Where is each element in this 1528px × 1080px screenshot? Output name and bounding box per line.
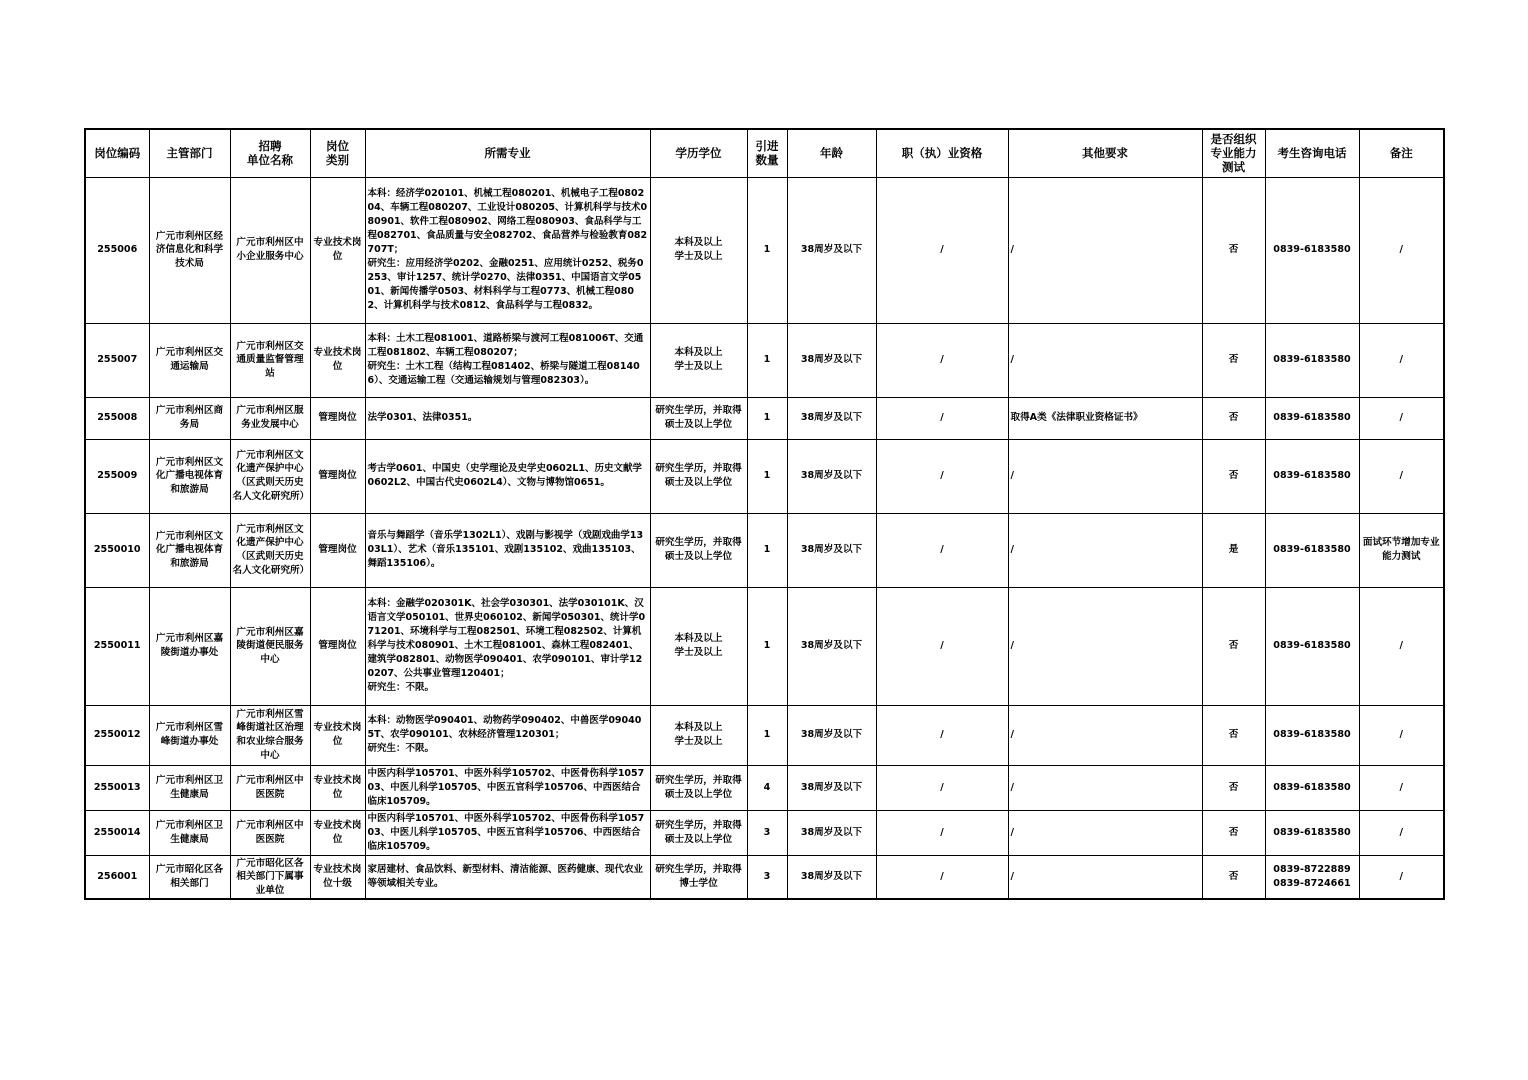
header-cell: 招聘 单位名称: [230, 129, 310, 177]
cell-test: 否: [1202, 765, 1265, 810]
cell-type: 管理岗位: [310, 439, 365, 513]
cell-edu: 研究生学历，并取得博士学位: [650, 855, 747, 899]
cell-dept: 广元市昭化区各相关部门: [149, 855, 230, 899]
cell-qual: /: [876, 587, 1008, 705]
cell-note: /: [1359, 765, 1444, 810]
cell-code: 2550012: [85, 705, 149, 765]
cell-code: 2550013: [85, 765, 149, 810]
cell-dept: 广元市利州区商务局: [149, 397, 230, 439]
header-cell: 岗位编码: [85, 129, 149, 177]
cell-type: 专业技术岗位: [310, 765, 365, 810]
cell-test: 否: [1202, 705, 1265, 765]
cell-count: 1: [747, 439, 787, 513]
cell-age: 38周岁及以下: [787, 177, 876, 323]
table-row: [85, 587, 1444, 705]
cell-type: 专业技术岗位: [310, 705, 365, 765]
cell-note: /: [1359, 439, 1444, 513]
cell-code: 255007: [85, 323, 149, 397]
cell-qual: /: [876, 810, 1008, 855]
cell-count: 4: [747, 765, 787, 810]
cell-note: /: [1359, 705, 1444, 765]
cell-age: 38周岁及以下: [787, 439, 876, 513]
cell-other: /: [1008, 323, 1202, 397]
cell-count: 3: [747, 855, 787, 899]
cell-unit: 广元市利州区服务业发展中心: [230, 397, 310, 439]
table-row: [85, 323, 1444, 397]
cell-type: 专业技术岗位: [310, 323, 365, 397]
cell-count: 1: [747, 177, 787, 323]
cell-note: /: [1359, 587, 1444, 705]
cell-edu: 研究生学历，并取得硕士及以上学位: [650, 439, 747, 513]
table-row: [85, 810, 1444, 855]
cell-type: 管理岗位: [310, 513, 365, 587]
header-cell: 学历学位: [650, 129, 747, 177]
cell-note: /: [1359, 810, 1444, 855]
table-row: [85, 765, 1444, 810]
table-row: [85, 439, 1444, 513]
cell-edu: 研究生学历，并取得硕士及以上学位: [650, 765, 747, 810]
cell-qual: /: [876, 177, 1008, 323]
header-cell: 主管部门: [149, 129, 230, 177]
cell-age: 38周岁及以下: [787, 855, 876, 899]
cell-qual: /: [876, 705, 1008, 765]
cell-qual: /: [876, 397, 1008, 439]
cell-unit: 广元市利州区中医医院: [230, 810, 310, 855]
cell-code: 255008: [85, 397, 149, 439]
cell-qual: /: [876, 855, 1008, 899]
cell-edu: 研究生学历，并取得硕士及以上学位: [650, 397, 747, 439]
cell-phone: 0839-6183580: [1265, 810, 1359, 855]
table-body: [85, 177, 1444, 899]
cell-edu: 本科及以上 学士及以上: [650, 323, 747, 397]
cell-count: 1: [747, 587, 787, 705]
cell-code: 2550011: [85, 587, 149, 705]
cell-phone: 0839-6183580: [1265, 705, 1359, 765]
table-header-row: [85, 129, 1444, 177]
cell-qual: /: [876, 323, 1008, 397]
cell-test: 否: [1202, 855, 1265, 899]
cell-test: 否: [1202, 177, 1265, 323]
cell-other: /: [1008, 177, 1202, 323]
cell-test: 否: [1202, 439, 1265, 513]
cell-test: 否: [1202, 587, 1265, 705]
cell-unit: 广元市利州区嘉陵街道便民服务中心: [230, 587, 310, 705]
cell-unit: 广元市昭化区各相关部门下属事业单位: [230, 855, 310, 899]
cell-qual: /: [876, 765, 1008, 810]
cell-count: 1: [747, 513, 787, 587]
cell-dept: 广元市利州区文化广播电视体育和旅游局: [149, 439, 230, 513]
table-row: [85, 177, 1444, 323]
cell-type: 管理岗位: [310, 587, 365, 705]
cell-qual: /: [876, 439, 1008, 513]
cell-phone: 0839-6183580: [1265, 177, 1359, 323]
cell-unit: 广元市利州区文化遗产保护中心（区武则天历史名人文化研究所）: [230, 439, 310, 513]
cell-other: 取得A类《法律职业资格证书》: [1008, 397, 1202, 439]
cell-other: /: [1008, 855, 1202, 899]
cell-major: 本科：动物医学090401、动物药学090402、中兽医学090405T、农学090101、农林经济管理120301； 研究生：不限。: [365, 705, 650, 765]
cell-code: 255006: [85, 177, 149, 323]
header-cell: 年龄: [787, 129, 876, 177]
table-row: [85, 513, 1444, 587]
header-cell: 考生咨询电话: [1265, 129, 1359, 177]
cell-qual: /: [876, 513, 1008, 587]
cell-code: 2550014: [85, 810, 149, 855]
cell-major: 法学0301、法律0351。: [365, 397, 650, 439]
cell-edu: 本科及以上 学士及以上: [650, 177, 747, 323]
cell-edu: 研究生学历，并取得硕士及以上学位: [650, 513, 747, 587]
cell-other: /: [1008, 439, 1202, 513]
cell-age: 38周岁及以下: [787, 587, 876, 705]
cell-type: 专业技术岗位十级: [310, 855, 365, 899]
cell-major: 音乐与舞蹈学（音乐学1302L1）、戏剧与影视学（戏剧戏曲学1303L1）、艺术（音乐135101、戏剧135102、戏曲135103、舞蹈135106）。: [365, 513, 650, 587]
cell-age: 38周岁及以下: [787, 705, 876, 765]
cell-phone: 0839-6183580: [1265, 397, 1359, 439]
cell-unit: 广元市利州区文化遗产保护中心（区武则天历史名人文化研究所）: [230, 513, 310, 587]
cell-other: /: [1008, 765, 1202, 810]
cell-phone: 0839-6183580: [1265, 323, 1359, 397]
cell-other: /: [1008, 810, 1202, 855]
cell-age: 38周岁及以下: [787, 765, 876, 810]
cell-note: /: [1359, 323, 1444, 397]
header-cell: 备注: [1359, 129, 1444, 177]
cell-dept: 广元市利州区交通运输局: [149, 323, 230, 397]
cell-major: 本科：土木工程081001、道路桥梁与渡河工程081006T、交通工程081802、车辆工程080207； 研究生：土木工程（结构工程081402、桥梁与隧道工程081406）、交通运输工程（交通运输规划与管理082303）。: [365, 323, 650, 397]
cell-type: 专业技术岗位: [310, 177, 365, 323]
cell-other: /: [1008, 587, 1202, 705]
cell-dept: 广元市利州区文化广播电视体育和旅游局: [149, 513, 230, 587]
header-cell: 所需专业: [365, 129, 650, 177]
cell-dept: 广元市利州区卫生健康局: [149, 765, 230, 810]
cell-test: 否: [1202, 397, 1265, 439]
cell-dept: 广元市利州区卫生健康局: [149, 810, 230, 855]
cell-unit: 广元市利州区雪峰街道社区治理和农业综合服务中心: [230, 705, 310, 765]
cell-test: 否: [1202, 323, 1265, 397]
cell-phone: 0839-6183580: [1265, 513, 1359, 587]
cell-edu: 本科及以上 学士及以上: [650, 705, 747, 765]
cell-major: 中医内科学105701、中医外科学105702、中医骨伤科学105703、中医儿科学105705、中医五官科学105706、中西医结合临床105709。: [365, 765, 650, 810]
job-table: [84, 128, 1445, 900]
cell-count: 1: [747, 397, 787, 439]
cell-note: /: [1359, 397, 1444, 439]
cell-major: 考古学0601、中国史（史学理论及史学史0602L1、历史文献学0602L2、中国古代史0602L4）、文物与博物馆0651。: [365, 439, 650, 513]
cell-age: 38周岁及以下: [787, 397, 876, 439]
header-cell: 职（执）业资格: [876, 129, 1008, 177]
cell-test: 否: [1202, 810, 1265, 855]
cell-count: 1: [747, 323, 787, 397]
cell-count: 1: [747, 705, 787, 765]
header-cell: 是否组织 专业能力 测试: [1202, 129, 1265, 177]
header-cell: 引进 数量: [747, 129, 787, 177]
cell-phone: 0839-6183580: [1265, 765, 1359, 810]
cell-unit: 广元市利州区中医医院: [230, 765, 310, 810]
header-cell: 岗位 类别: [310, 129, 365, 177]
cell-major: 本科：金融学020301K、社会学030301、法学030101K、汉语言文学050101、世界史060102、新闻学050301、统计学071201、环境科学与工程082501、环境工程082502、计算机科学与技术080901、土木工程081001、森林工程082401、建筑学082801、动物医学090401、农学090101、审计学120207、公共事业管理120401； 研究生：不限。: [365, 587, 650, 705]
cell-code: 256001: [85, 855, 149, 899]
cell-other: /: [1008, 705, 1202, 765]
cell-code: 2550010: [85, 513, 149, 587]
cell-other: /: [1008, 513, 1202, 587]
cell-phone: 0839-6183580: [1265, 439, 1359, 513]
cell-type: 专业技术岗位: [310, 810, 365, 855]
cell-age: 38周岁及以下: [787, 810, 876, 855]
cell-count: 3: [747, 810, 787, 855]
cell-dept: 广元市利州区嘉陵街道办事处: [149, 587, 230, 705]
cell-type: 管理岗位: [310, 397, 365, 439]
cell-age: 38周岁及以下: [787, 323, 876, 397]
cell-dept: 广元市利州区经济信息化和科学技术局: [149, 177, 230, 323]
header-cell: 其他要求: [1008, 129, 1202, 177]
cell-major: 中医内科学105701、中医外科学105702、中医骨伤科学105703、中医儿科学105705、中医五官科学105706、中西医结合临床105709。: [365, 810, 650, 855]
cell-unit: 广元市利州区交通质量监督管理站: [230, 323, 310, 397]
cell-age: 38周岁及以下: [787, 513, 876, 587]
cell-unit: 广元市利州区中小企业服务中心: [230, 177, 310, 323]
cell-note: 面试环节增加专业能力测试: [1359, 513, 1444, 587]
table-row: [85, 855, 1444, 899]
cell-code: 255009: [85, 439, 149, 513]
cell-note: /: [1359, 177, 1444, 323]
cell-edu: 研究生学历，并取得硕士及以上学位: [650, 810, 747, 855]
cell-note: /: [1359, 855, 1444, 899]
cell-major: 本科：经济学020101、机械工程080201、机械电子工程080204、车辆工程080207、工业设计080205、计算机科学与技术080901、软件工程080902、网络工程080903、食品科学与工程082701、食品质量与安全082702、食品营养与检验教育082707T； 研究生：应用经济学0202、金融0251、应用统计0252、税务0253、审计1257、统计学0270、法律0351、中国语言文学0501、新闻传播学0503、材料科学与工程0773、机械工程0802、计算机科学与技术0812、食品科学与工程0832。: [365, 177, 650, 323]
cell-dept: 广元市利州区雪峰街道办事处: [149, 705, 230, 765]
table-row: [85, 397, 1444, 439]
cell-test: 是: [1202, 513, 1265, 587]
cell-phone: 0839-8722889 0839-8724661: [1265, 855, 1359, 899]
cell-major: 家居建材、食品饮料、新型材料、清洁能源、医药健康、现代农业等领域相关专业。: [365, 855, 650, 899]
table-row: [85, 705, 1444, 765]
cell-edu: 本科及以上 学士及以上: [650, 587, 747, 705]
cell-phone: 0839-6183580: [1265, 587, 1359, 705]
